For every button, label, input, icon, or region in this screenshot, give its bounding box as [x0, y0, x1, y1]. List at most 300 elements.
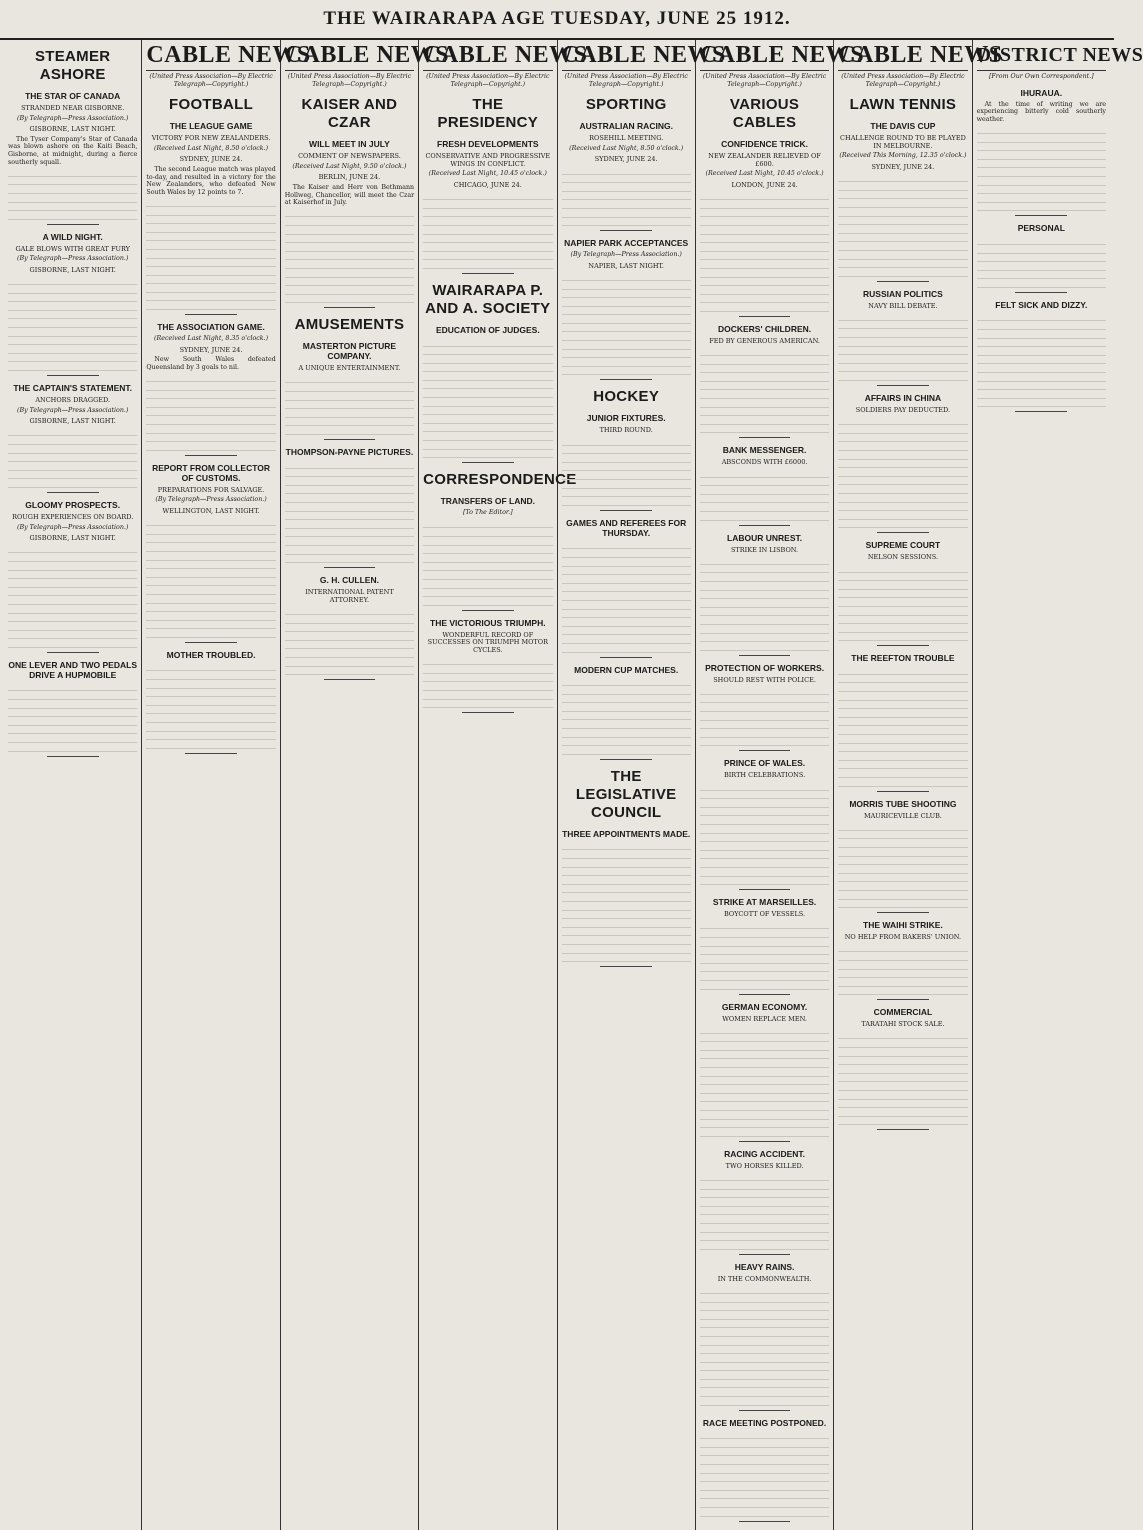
article — [285, 447, 414, 568]
text-line — [8, 328, 137, 337]
text-line — [562, 885, 691, 894]
text-line — [977, 373, 1106, 382]
text-line — [146, 604, 275, 613]
text-line — [562, 876, 691, 885]
text-line — [700, 1025, 829, 1034]
section-divider — [877, 532, 929, 533]
text-line — [562, 746, 691, 755]
text-line — [423, 424, 552, 433]
text-line — [838, 372, 967, 381]
text-line — [8, 734, 137, 743]
text-line — [700, 1456, 829, 1465]
text-line — [838, 633, 967, 642]
article — [562, 665, 691, 760]
column-credit: (United Press Association—By Electric Telegraph—Copyright.) — [426, 73, 550, 88]
text-line — [562, 175, 691, 184]
section-divider — [47, 375, 99, 376]
text-lines — [838, 174, 967, 277]
text-line — [700, 1051, 829, 1060]
text-line — [285, 418, 414, 427]
text-line — [977, 347, 1106, 356]
text-line — [146, 434, 275, 443]
text-line — [700, 947, 829, 956]
column-banner: DISTRICT NEWS — [977, 40, 1106, 71]
text-line — [562, 497, 691, 506]
text-line — [700, 921, 829, 930]
text-lines — [700, 469, 829, 521]
article — [700, 533, 829, 656]
article-headline: VARIOUS CABLES — [729, 96, 800, 132]
article — [838, 96, 967, 282]
text-line — [977, 321, 1106, 330]
section-divider — [462, 273, 514, 274]
section-divider — [1015, 215, 1067, 216]
masthead — [0, 0, 1114, 40]
article — [838, 289, 967, 386]
article — [8, 383, 137, 493]
text-line — [838, 848, 967, 857]
text-line — [562, 567, 691, 576]
text-line — [977, 168, 1106, 177]
article-subheadline: G. H. CULLEN. — [319, 575, 379, 586]
article-dateline: GISBORNE, LAST NIGHT. — [29, 417, 116, 426]
text-line — [423, 192, 552, 201]
article — [700, 324, 829, 439]
column-credit: (United Press Association—By Electric Telegraph—Copyright.) — [149, 73, 273, 88]
article-subheadline: THE CAPTAIN'S STATEMENT. — [13, 383, 133, 394]
article — [838, 540, 967, 646]
text-line — [8, 428, 137, 437]
text-line — [423, 252, 552, 261]
text-line — [700, 573, 829, 582]
text-line — [700, 1077, 829, 1086]
article-subheadline: COMMERCIAL — [873, 1007, 933, 1018]
article-deck: BOYCOTT OF VESSELS. — [724, 910, 806, 919]
article-subheadline: NAPIER PARK ACCEPTANCES — [564, 238, 689, 249]
article-deck: ANCHORS DRAGGED. — [35, 396, 111, 405]
text-line — [8, 203, 137, 212]
text-line — [562, 437, 691, 446]
text-line — [8, 579, 137, 588]
text-line — [838, 607, 967, 616]
article-subheadline: THE VICTORIOUS TRIUMPH. — [430, 617, 546, 628]
text-line — [838, 701, 967, 710]
article-deck: BIRTH CELEBRATIONS. — [723, 771, 806, 780]
text-line — [423, 450, 552, 459]
article-subheadline: MORRIS TUBE SHOOTING — [849, 798, 957, 809]
article — [8, 500, 137, 653]
text-line — [146, 207, 275, 216]
text-line — [977, 279, 1106, 288]
text-line — [146, 535, 275, 544]
text-line — [700, 365, 829, 374]
text-line — [8, 285, 137, 294]
text-line — [423, 407, 552, 416]
text-line — [562, 549, 691, 558]
text-line — [700, 782, 829, 791]
text-line — [700, 712, 829, 721]
text-line — [977, 236, 1106, 245]
article-deck: FED BY GENEROUS AMERICAN. — [709, 336, 820, 345]
text-line — [838, 839, 967, 848]
text-lines — [285, 460, 414, 563]
text-line — [838, 1100, 967, 1109]
text-lines — [285, 375, 414, 435]
text-line — [700, 1499, 829, 1508]
article-subheadline: MODERN CUP MATCHES. — [574, 664, 679, 675]
text-lines — [562, 437, 691, 506]
text-line — [977, 160, 1106, 169]
article-text: The Tyser Company's Star of Canada was blown ashore on the Kaiti Beach, Gisborne, at midnight, during a fierce southerly squall. — [8, 135, 138, 166]
text-line — [562, 454, 691, 463]
text-line — [423, 580, 552, 589]
text-line — [146, 399, 275, 408]
article — [146, 322, 275, 456]
text-line — [838, 242, 967, 251]
text-line — [285, 641, 414, 650]
text-line — [285, 512, 414, 521]
text-line — [562, 541, 691, 550]
section-divider — [877, 1129, 929, 1130]
article-subheadline: THE STAR OF CANADA — [25, 91, 121, 101]
text-line — [8, 605, 137, 614]
text-line — [8, 631, 137, 640]
article-credit: [To The Editor.] — [462, 509, 513, 517]
article — [700, 758, 829, 890]
text-line — [423, 217, 552, 226]
text-line — [146, 224, 275, 233]
article-subheadline: AFFAIRS IN CHINA — [864, 393, 942, 404]
article-dateline: GISBORNE, LAST NIGHT. — [29, 534, 116, 543]
text-lines — [700, 556, 829, 651]
article-deck: WOMEN REPLACE MEN. — [722, 1014, 807, 1023]
text-lines — [977, 313, 1106, 408]
article-headline: CORRESPONDENCE — [423, 471, 577, 489]
text-line — [838, 451, 967, 460]
text-line — [700, 373, 829, 382]
text-line — [700, 382, 829, 391]
masthead-title: THE WAIRARAPA AGE TUESDAY, JUNE 25 1912. — [323, 8, 791, 29]
text-lines — [977, 125, 1106, 211]
text-line — [8, 471, 137, 480]
text-line — [423, 665, 552, 674]
text-line — [838, 434, 967, 443]
text-lines — [285, 209, 414, 304]
article — [146, 463, 275, 643]
text-line — [700, 834, 829, 843]
column-banner: CABLE NEWS — [146, 40, 275, 71]
text-line — [285, 383, 414, 392]
text-line — [838, 182, 967, 191]
article — [700, 445, 829, 525]
column-banner: CABLE NEWS — [838, 40, 967, 71]
text-line — [700, 1491, 829, 1500]
section-divider — [324, 679, 376, 680]
article-subheadline: DOCKERS' CHILDREN. — [717, 323, 812, 334]
article-subheadline: REPORT FROM COLLECTOR OF CUSTOMS. — [152, 462, 271, 483]
text-line — [285, 260, 414, 269]
text-line — [562, 489, 691, 498]
text-line — [838, 944, 967, 953]
column-credit: (United Press Association—By Electric Telegraph—Copyright.) — [564, 73, 688, 88]
text-line — [700, 1111, 829, 1120]
article — [8, 660, 137, 757]
text-line — [423, 355, 552, 364]
text-line — [423, 381, 552, 390]
article-subheadline: THE DAVIS CUP — [870, 121, 936, 132]
text-line — [700, 347, 829, 356]
text-line — [423, 571, 552, 580]
text-line — [423, 235, 552, 244]
article-headline: SPORTING — [585, 96, 667, 114]
text-line — [423, 546, 552, 555]
section-divider — [600, 966, 652, 967]
text-line — [562, 678, 691, 687]
text-lines — [562, 541, 691, 653]
article-credit: (Received Last Night, 8.50 o'clock.) — [569, 144, 684, 152]
article-deck: GALE BLOWS WITH GREAT FURY — [15, 244, 130, 253]
text-line — [285, 209, 414, 218]
article-headline: HOCKEY — [593, 388, 660, 406]
text-lines — [562, 842, 691, 962]
text-line — [700, 1172, 829, 1181]
article-credit: (Received Last Night, 8.50 o'clock.) — [154, 144, 269, 152]
text-line — [838, 891, 967, 900]
text-line — [838, 321, 967, 330]
article-dateline: LONDON, JUNE 24. — [731, 180, 798, 189]
text-line — [700, 851, 829, 860]
text-line — [838, 822, 967, 831]
text-line — [8, 302, 137, 311]
article-subheadline: WILL MEET IN JULY — [309, 139, 390, 150]
text-line — [838, 709, 967, 718]
column-6 — [696, 40, 865, 1530]
text-line — [146, 578, 275, 587]
text-line — [146, 216, 275, 225]
text-lines — [8, 683, 137, 752]
article-subheadline: RUSSIAN POLITICS — [863, 288, 943, 299]
text-line — [423, 364, 552, 373]
text-line — [838, 865, 967, 874]
section-divider — [47, 756, 99, 757]
text-line — [8, 479, 137, 488]
text-line — [700, 955, 829, 964]
text-line — [562, 200, 691, 209]
text-line — [700, 1085, 829, 1094]
text-line — [8, 553, 137, 562]
text-line — [977, 339, 1106, 348]
article-credit: (Received Last Night, 10.45 o'clock.) — [705, 170, 824, 178]
text-lines — [700, 192, 829, 312]
text-lines — [700, 1172, 829, 1249]
column-1 — [4, 40, 142, 1530]
text-line — [700, 1207, 829, 1216]
article — [423, 96, 552, 274]
article-dateline: SYDNEY, JUNE 24. — [179, 345, 243, 354]
text-line — [700, 1439, 829, 1448]
text-line — [285, 469, 414, 478]
text-line — [838, 666, 967, 675]
text-line — [285, 494, 414, 503]
text-line — [146, 267, 275, 276]
text-line — [423, 260, 552, 269]
text-line — [977, 364, 1106, 373]
text-line — [838, 769, 967, 778]
text-line — [700, 200, 829, 209]
text-line — [562, 618, 691, 627]
text-line — [562, 209, 691, 218]
article-subheadline: A WILD NIGHT. — [42, 231, 103, 242]
text-line — [700, 1354, 829, 1363]
text-line — [562, 720, 691, 729]
text-line — [562, 307, 691, 316]
text-line — [146, 408, 275, 417]
section-divider — [462, 712, 514, 713]
text-line — [146, 382, 275, 391]
article-subheadline: THOMPSON-PAYNE PICTURES. — [285, 447, 414, 458]
article-headline: AMUSEMENTS — [294, 316, 405, 334]
text-line — [285, 252, 414, 261]
article-headline: LAWN TENNIS — [849, 96, 957, 114]
text-line — [8, 362, 137, 371]
article-subheadline: IHURAUA. — [1020, 87, 1063, 98]
article-subheadline: FELT SICK AND DIZZY. — [995, 299, 1088, 310]
text-line — [700, 1397, 829, 1406]
text-line — [700, 1198, 829, 1207]
article-subheadline: THE LEAGUE GAME — [169, 121, 253, 132]
text-line — [700, 416, 829, 425]
text-line — [838, 225, 967, 234]
article-subheadline: PROTECTION OF WORKERS. — [705, 662, 825, 673]
section-divider — [185, 642, 237, 643]
text-line — [700, 1102, 829, 1111]
article-deck: NELSON SESSIONS. — [867, 553, 939, 562]
text-line — [838, 355, 967, 364]
text-line — [977, 125, 1106, 134]
text-line — [700, 721, 829, 730]
article-dateline: GISBORNE, LAST NIGHT. — [29, 265, 116, 274]
text-line — [285, 503, 414, 512]
text-line — [700, 972, 829, 981]
text-line — [8, 545, 137, 554]
text-line — [562, 945, 691, 954]
article-credit: (By Telegraph—Press Association.) — [16, 406, 129, 414]
text-line — [285, 278, 414, 287]
text-line — [700, 192, 829, 201]
text-line — [838, 329, 967, 338]
text-line — [700, 217, 829, 226]
text-line — [562, 644, 691, 653]
article-subheadline: RACE MEETING POSTPONED. — [702, 1417, 827, 1428]
text-lines — [838, 417, 967, 529]
text-line — [562, 341, 691, 350]
section-divider — [1015, 411, 1067, 412]
column-banner: CABLE NEWS — [562, 40, 691, 71]
text-line — [838, 735, 967, 744]
section-divider — [462, 610, 514, 611]
article-deck: NEW ZEALANDER RELIEVED OF £600. — [708, 152, 821, 168]
text-line — [562, 358, 691, 367]
text-line — [8, 168, 137, 177]
text-line — [562, 627, 691, 636]
section-divider — [600, 379, 652, 380]
text-line — [8, 596, 137, 605]
text-line — [700, 286, 829, 295]
text-line — [285, 243, 414, 252]
text-line — [562, 367, 691, 376]
text-line — [838, 251, 967, 260]
section-divider — [739, 1254, 791, 1255]
column-credit: [From Our Own Correspondent.] — [988, 73, 1094, 80]
text-line — [285, 555, 414, 564]
article-subheadline: MASTERTON PICTURE COMPANY. — [302, 341, 397, 362]
text-line — [146, 629, 275, 638]
text-line — [8, 277, 137, 286]
text-line — [700, 608, 829, 617]
article — [562, 768, 691, 967]
text-line — [562, 558, 691, 567]
text-lines — [562, 678, 691, 755]
section-divider — [47, 492, 99, 493]
text-lines — [8, 545, 137, 648]
section-divider — [877, 281, 929, 282]
text-line — [700, 390, 829, 399]
text-line — [8, 622, 137, 631]
text-lines — [700, 1431, 829, 1517]
text-line — [8, 462, 137, 471]
text-line — [562, 183, 691, 192]
article — [700, 1418, 829, 1522]
text-line — [838, 364, 967, 373]
text-line — [838, 778, 967, 787]
text-lines — [562, 166, 691, 226]
text-line — [146, 697, 275, 706]
text-line — [423, 226, 552, 235]
text-line — [700, 1448, 829, 1457]
text-line — [838, 174, 967, 183]
article-deck: CHALLENGE ROUND TO BE PLAYED IN MELBOURNE. — [840, 134, 966, 150]
text-line — [423, 597, 552, 606]
text-line — [146, 442, 275, 451]
text-line — [562, 298, 691, 307]
text-line — [146, 595, 275, 604]
article-subheadline: THE REEFTON TROUBLE — [851, 653, 955, 664]
article — [285, 575, 414, 680]
article — [838, 920, 967, 1000]
text-line — [977, 330, 1106, 339]
article-credit: (By Telegraph—Press Association.) — [155, 496, 267, 504]
text-line — [285, 460, 414, 469]
text-lines — [423, 338, 552, 458]
text-line — [8, 717, 137, 726]
text-line — [562, 592, 691, 601]
text-line — [700, 295, 829, 304]
article-deck: STRIKE IN LISBON. — [730, 545, 799, 554]
text-line — [700, 938, 829, 947]
text-lines — [838, 312, 967, 381]
text-line — [285, 295, 414, 304]
article-dateline: SYDNEY, JUNE 24. — [179, 155, 243, 164]
text-line — [977, 262, 1106, 271]
section-divider — [739, 750, 791, 751]
section-divider — [877, 385, 929, 386]
article-credit: (Received Last Night, 10.45 o'clock.) — [428, 170, 547, 178]
text-line — [700, 1241, 829, 1250]
text-line — [285, 269, 414, 278]
text-line — [8, 726, 137, 735]
text-line — [700, 729, 829, 738]
article — [700, 1262, 829, 1411]
